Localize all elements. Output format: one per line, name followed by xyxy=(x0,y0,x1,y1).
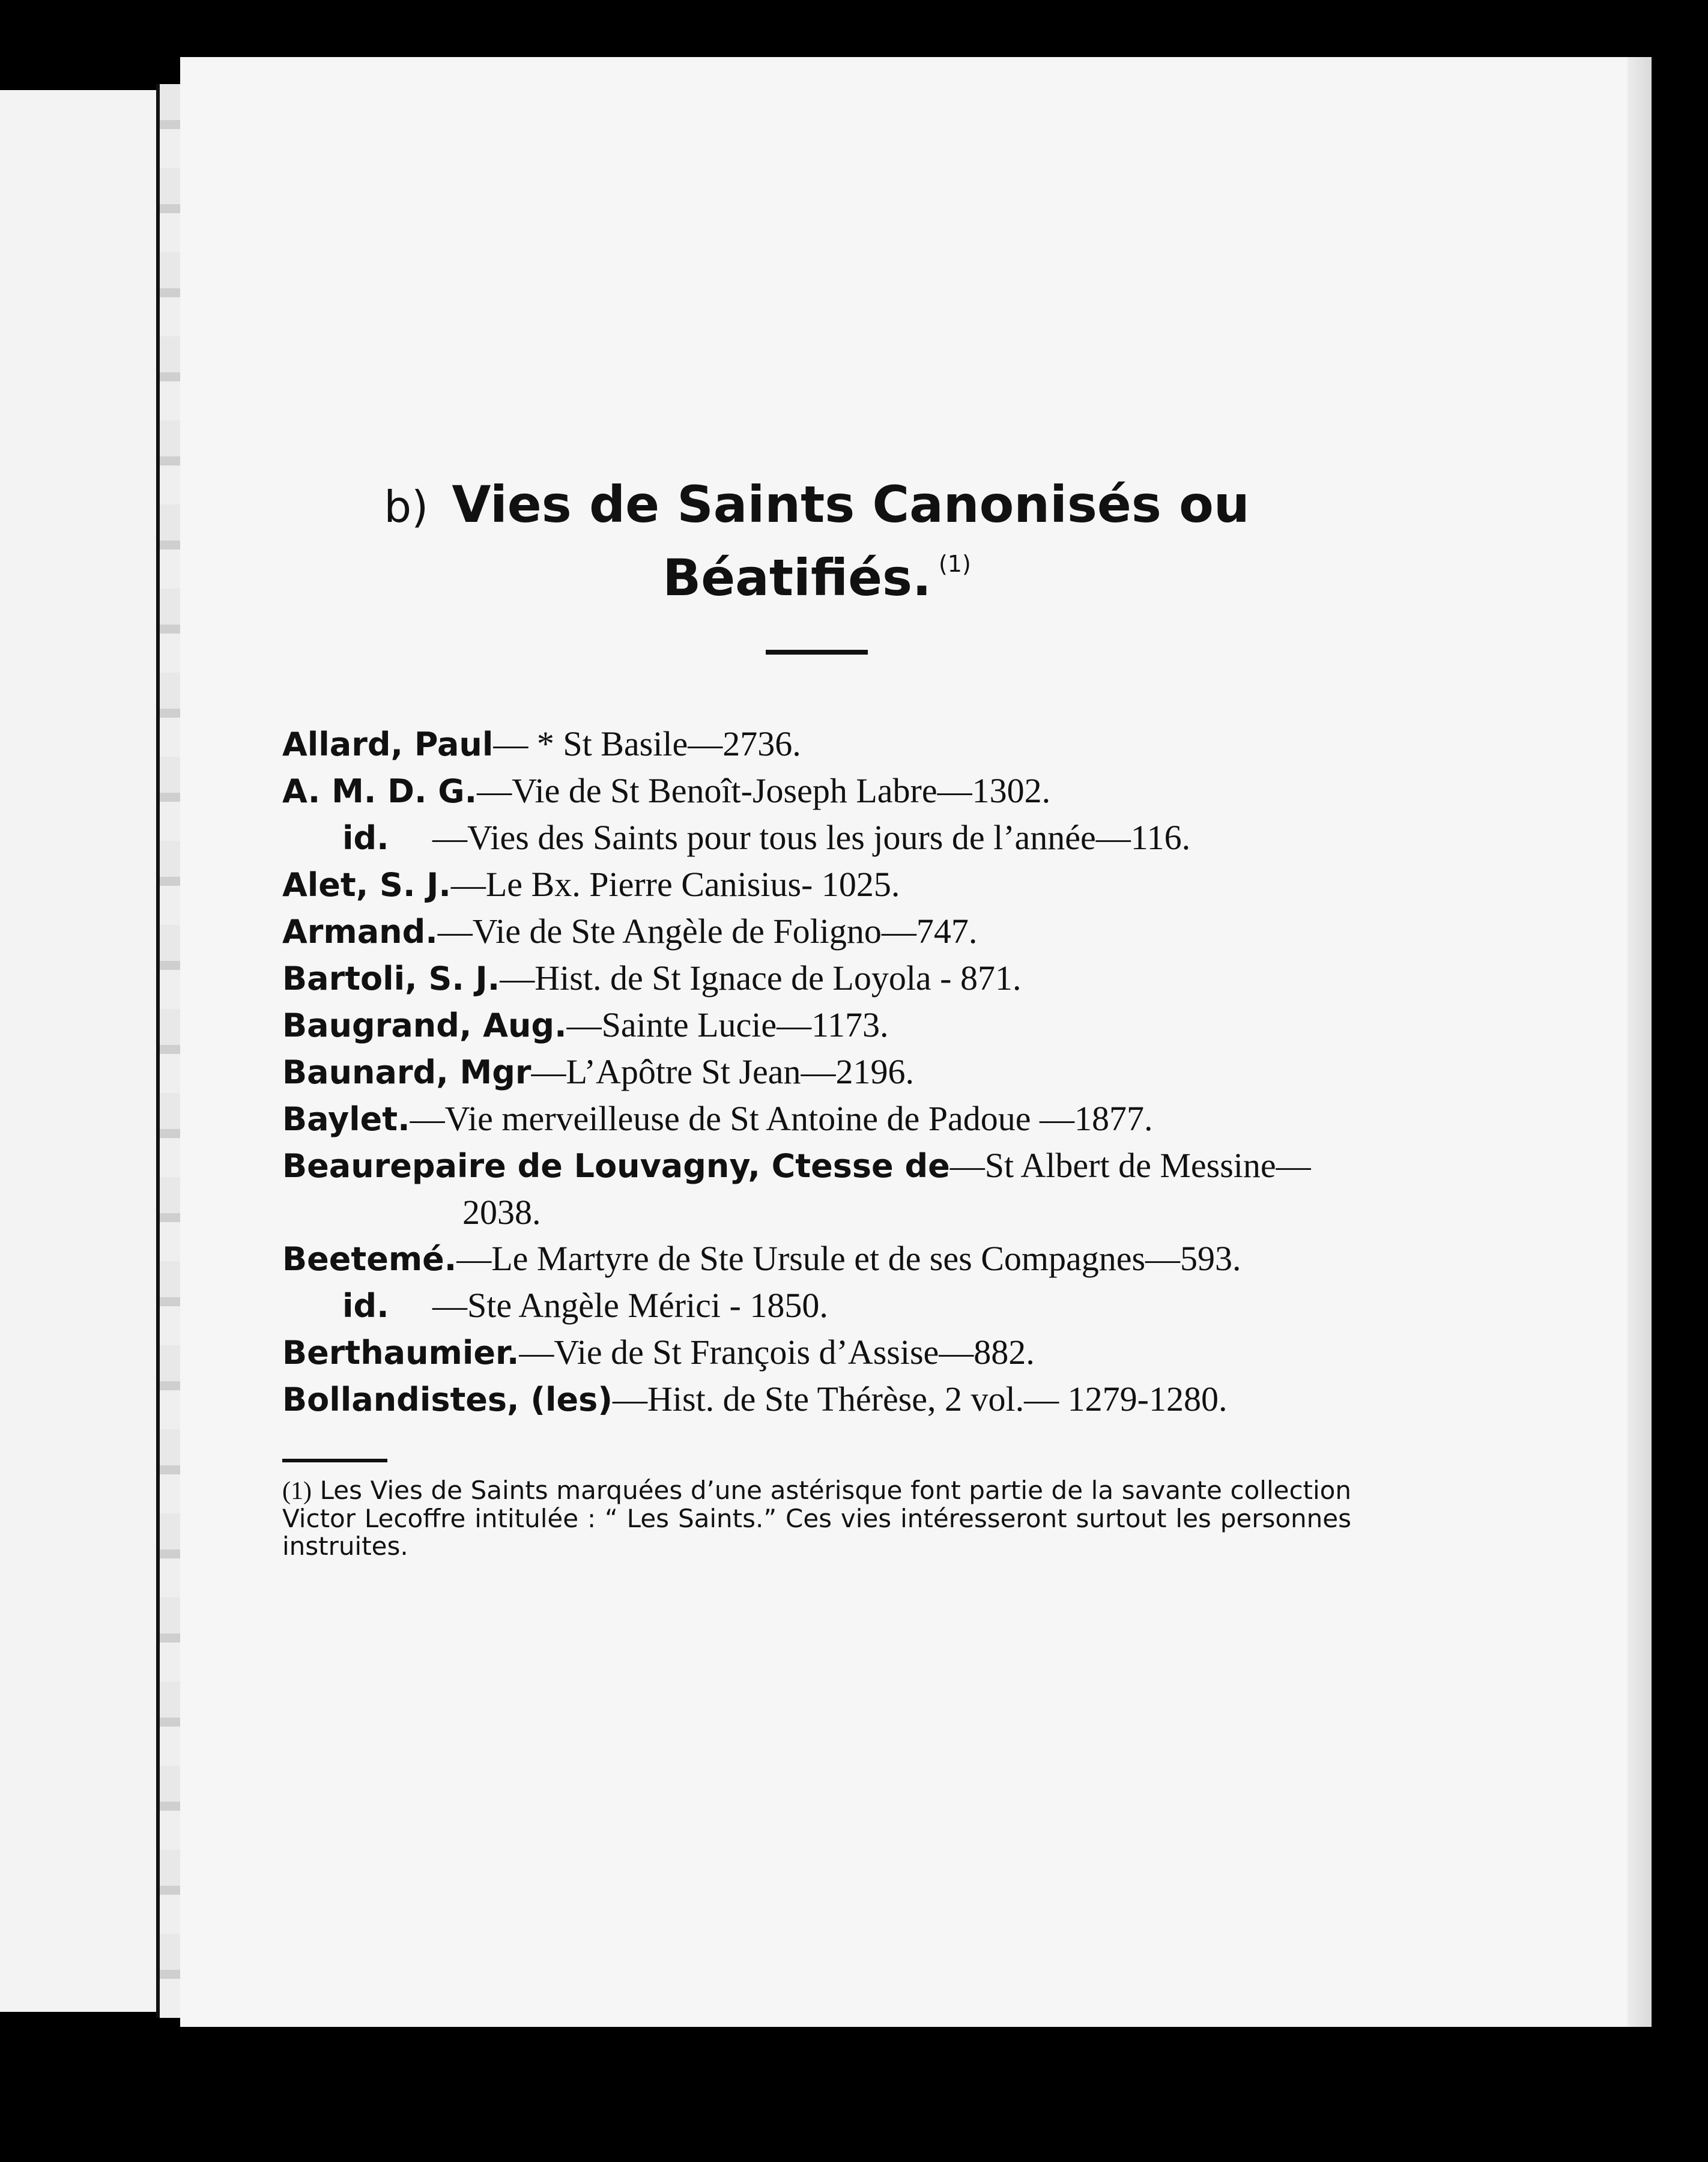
section-label: b) xyxy=(384,482,429,532)
previous-page-edge xyxy=(0,90,180,2012)
entry-author: id. xyxy=(342,1286,389,1325)
entry-title: —Le Martyre de Ste Ursule et de ses Compagnes—593. xyxy=(456,1238,1241,1278)
section-heading xyxy=(282,468,1351,615)
page-content xyxy=(282,468,1351,1560)
footnote xyxy=(282,1477,1351,1560)
entry-title: —Hist. de St Ignace de Loyola - 871. xyxy=(500,958,1022,998)
entry-title: —Ste Angèle Mérici - 1850. xyxy=(432,1285,828,1325)
entry-author: id. xyxy=(342,819,389,857)
heading-rule xyxy=(766,650,868,655)
page-edge-shadow xyxy=(1628,57,1652,2027)
bibliography-entry xyxy=(282,814,1351,861)
entry-title: —L’Apôtre St Jean—2196. xyxy=(531,1052,914,1091)
bibliography-entry xyxy=(282,1142,1351,1235)
footnote-mark: (1) xyxy=(282,1477,312,1505)
footnote-rule xyxy=(282,1459,387,1462)
bibliography-entry xyxy=(282,721,1351,768)
bibliography-list xyxy=(282,721,1351,1423)
entry-title: —Hist. de Ste Thérèse, 2 vol.— 1279-1280. xyxy=(613,1379,1228,1419)
bibliography-entry xyxy=(282,1049,1351,1095)
heading-line-2: Béatifiés. xyxy=(662,548,931,607)
entry-author: Allard, Paul xyxy=(282,725,494,763)
entry-author: Baylet. xyxy=(282,1100,410,1138)
bibliography-entry xyxy=(282,1095,1351,1142)
entry-title: —Vie de Ste Angèle de Foligno—747. xyxy=(437,911,978,951)
entry-title: —Vie de St Benoît-Joseph Labre—1302. xyxy=(477,771,1051,810)
entry-author: Beaurepaire de Louvagny, Ctesse de xyxy=(282,1146,950,1185)
entry-title: —Vie merveilleuse de St Antoine de Padoue —1877. xyxy=(410,1098,1153,1138)
entry-author: Baugrand, Aug. xyxy=(282,1006,567,1044)
bibliography-entry xyxy=(282,768,1351,814)
bibliography-entry xyxy=(282,1376,1351,1423)
bibliography-entry xyxy=(282,1235,1351,1282)
entry-author: Bollandistes, (les) xyxy=(282,1380,613,1419)
heading-line-1: Vies de Saints Canonisés ou xyxy=(452,475,1250,534)
entry-author: Bartoli, S. J. xyxy=(282,959,500,998)
bibliography-entry xyxy=(282,1329,1351,1376)
bibliography-entry xyxy=(282,1282,1351,1329)
bibliography-entry xyxy=(282,955,1351,1002)
footnote-ref: (1) xyxy=(938,551,971,578)
entry-author: Beetemé. xyxy=(282,1240,457,1278)
entry-title: — * St Basile—2736. xyxy=(493,724,801,763)
entry-author: A. M. D. G. xyxy=(282,772,477,810)
entry-author: Armand. xyxy=(282,912,438,951)
footnote-text: Les Vies de Saints marquées d’une astérisque font partie de la savante collection Victor Lecoffre intitulée : “ Les Saints.” Ces vies intéresseront surtout les personnes instruites. xyxy=(282,1475,1351,1561)
entry-title: —St Albert de Messine—2038. xyxy=(462,1145,1311,1232)
entry-author: Berthaumier. xyxy=(282,1333,519,1372)
bibliography-entry xyxy=(282,861,1351,908)
entry-title: —Sainte Lucie—1173. xyxy=(566,1005,889,1044)
entry-title: —Le Bx. Pierre Canisius- 1025. xyxy=(450,864,900,904)
entry-title: —Vies des Saints pour tous les jours de l’année—116. xyxy=(432,817,1191,857)
bibliography-entry xyxy=(282,908,1351,955)
bibliography-entry xyxy=(282,1002,1351,1049)
entry-title: —Vie de St François d’Assise—882. xyxy=(519,1332,1035,1372)
entry-author: Alet, S. J. xyxy=(282,865,451,904)
entry-author: Baunard, Mgr xyxy=(282,1053,531,1091)
